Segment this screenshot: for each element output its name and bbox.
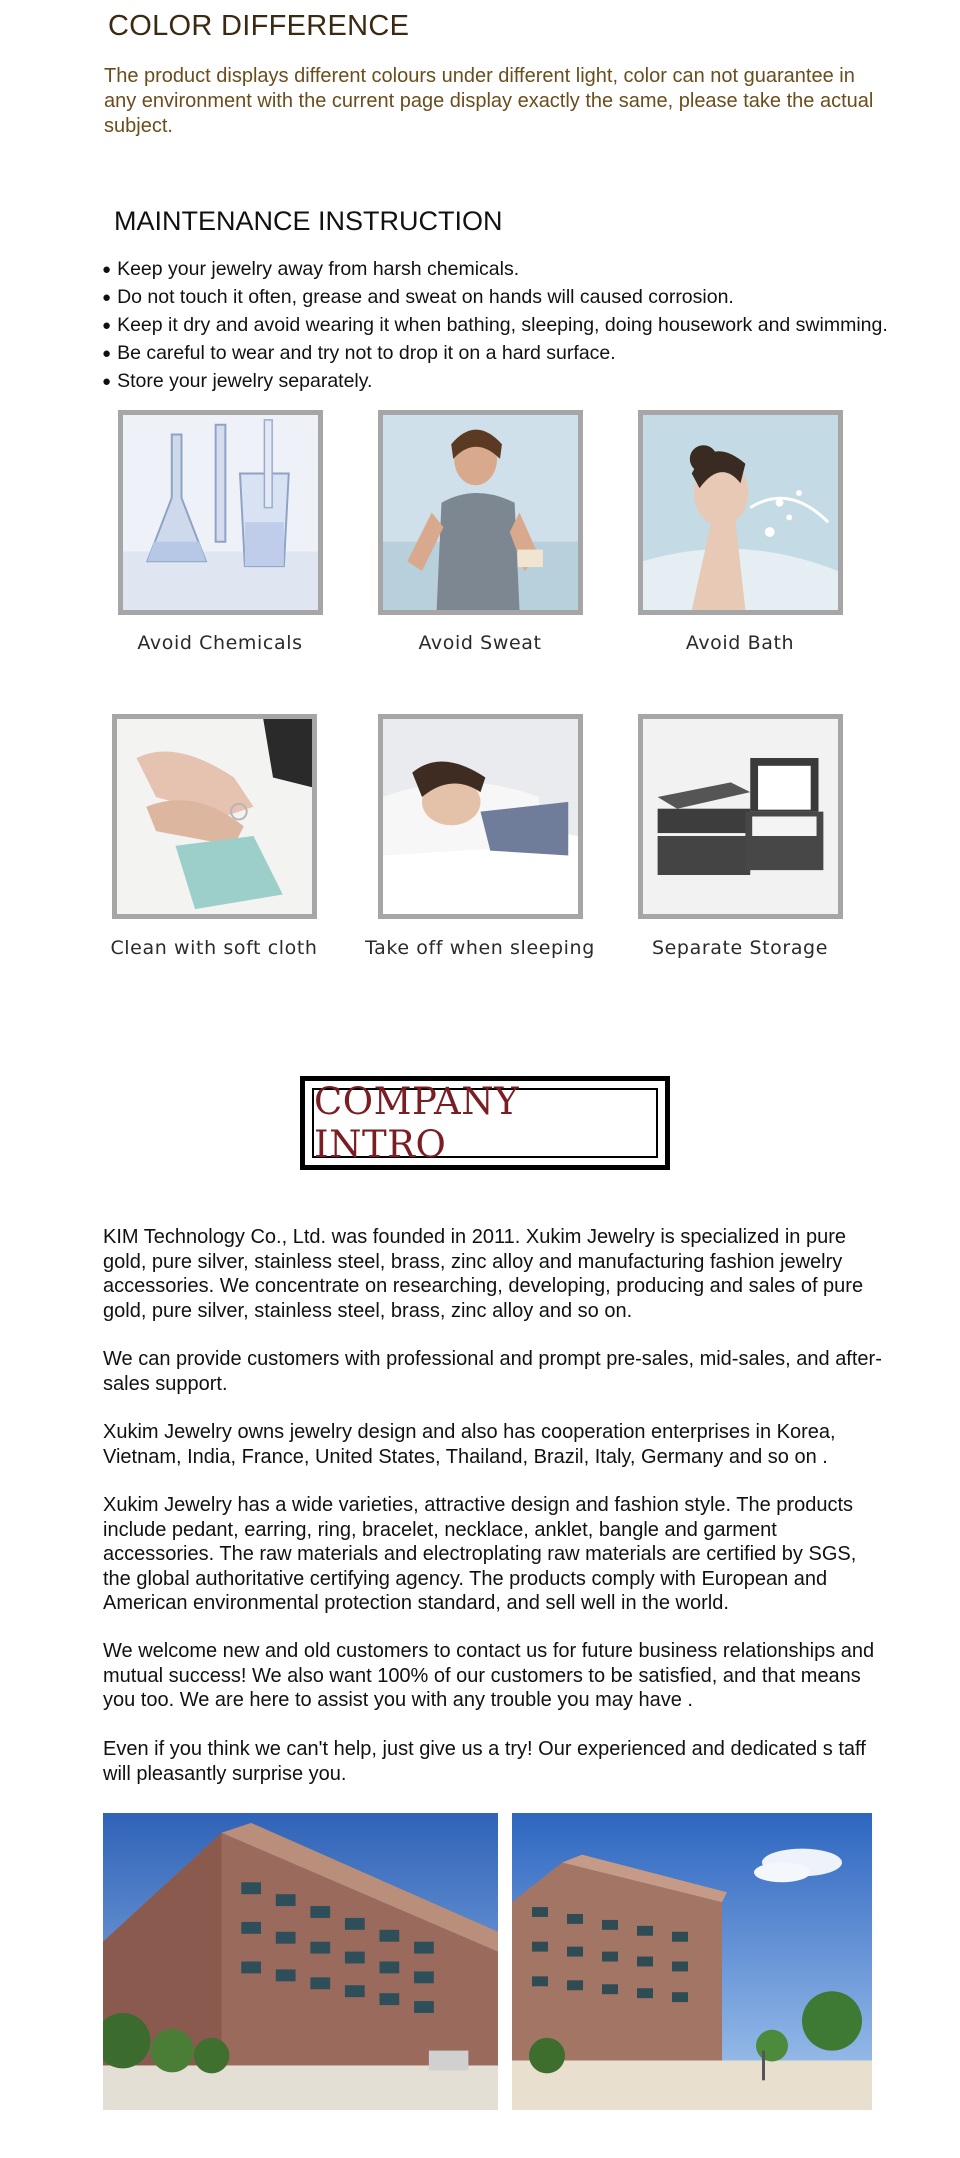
tile-caption: Avoid Sweat xyxy=(418,632,542,654)
tile-caption: Avoid Bath xyxy=(685,632,795,654)
maintenance-title: MAINTENANCE INSTRUCTION xyxy=(114,206,503,236)
maintenance-bullet: ● Do not touch it often, grease and sweat on hands will caused corrosion. xyxy=(102,284,922,312)
storage-image xyxy=(638,714,843,919)
company-paragraph: We welcome new and old customers to contact us for future business relationships and mutual success! We also want 100% of our customers to be satisfied, and that means you too. We are here to assist you with any trouble you may have . xyxy=(103,1640,875,1711)
sweat-image xyxy=(378,410,583,615)
tile-caption: Take off when sleeping xyxy=(365,937,595,959)
company-paragraph: Xukim Jewelry has a wide varieties, attractive design and fashion style. The products include pedant, earring, ring, bracelet, necklace, anklet, bangle and garment accessories. The raw materials and electroplating raw materials are certified by SGS, the global authoritative certifying agency. The products comply with European and American environmental protection standard, and sell well in the world. xyxy=(103,1494,857,1614)
color-difference-text: The product displays different colours under different light, color can not guarantee in any environment with the current page display exactly the same, please take the actual subject. xyxy=(104,65,874,137)
maintenance-bullet: ● Store your jewelry separately. xyxy=(102,368,922,396)
tile-caption: Clean with soft cloth xyxy=(110,937,318,959)
color-difference-title: COLOR DIFFERENCE xyxy=(108,10,410,42)
company-building-photo-left xyxy=(103,1813,498,2110)
chemicals-image xyxy=(118,410,323,615)
maintenance-bullet: ● Be careful to wear and try not to drop it on a hard surface. xyxy=(102,340,922,368)
tile-caption: Avoid Chemicals xyxy=(137,632,303,654)
company-intro-banner xyxy=(300,1076,670,1170)
company-paragraph: Even if you think we can't help, just give us a try! Our experienced and dedicated s taff will pleasantly surprise you. xyxy=(103,1738,866,1785)
company-paragraph: Xukim Jewelry owns jewelry design and also has cooperation enterprises in Korea, Vietnam, India, France, United States, Thailand, Brazil, Italy, Germany and so on . xyxy=(103,1421,836,1468)
sleeping-image xyxy=(378,714,583,919)
bath-image xyxy=(638,410,843,615)
company-paragraph: KIM Technology Co., Ltd. was founded in 2011. Xukim Jewelry is specialized in pure gold, pure silver, stainless steel, brass, zinc alloy and manufacturing fashion jewelry accessories. We concentrate on researching, developing, producing and sales of pure gold, pure silver, stainless steel, brass, zinc alloy and so on. xyxy=(103,1226,864,1322)
maintenance-list xyxy=(102,256,922,396)
maintenance-bullet: ● Keep it dry and avoid wearing it when bathing, sleeping, doing housework and swimming. xyxy=(102,312,922,340)
tile-caption: Separate Storage xyxy=(651,937,829,959)
company-building-photo-right xyxy=(512,1813,872,2110)
company-intro-inner-border xyxy=(312,1080,658,1166)
cloth-image xyxy=(112,714,317,919)
maintenance-bullet: ● Keep your jewelry away from harsh chemicals. xyxy=(102,256,922,284)
company-intro-title: COMPANY INTRO xyxy=(314,1080,520,1166)
company-paragraph: We can provide customers with professional and prompt pre-sales, mid-sales, and after-sales support. xyxy=(103,1348,882,1395)
